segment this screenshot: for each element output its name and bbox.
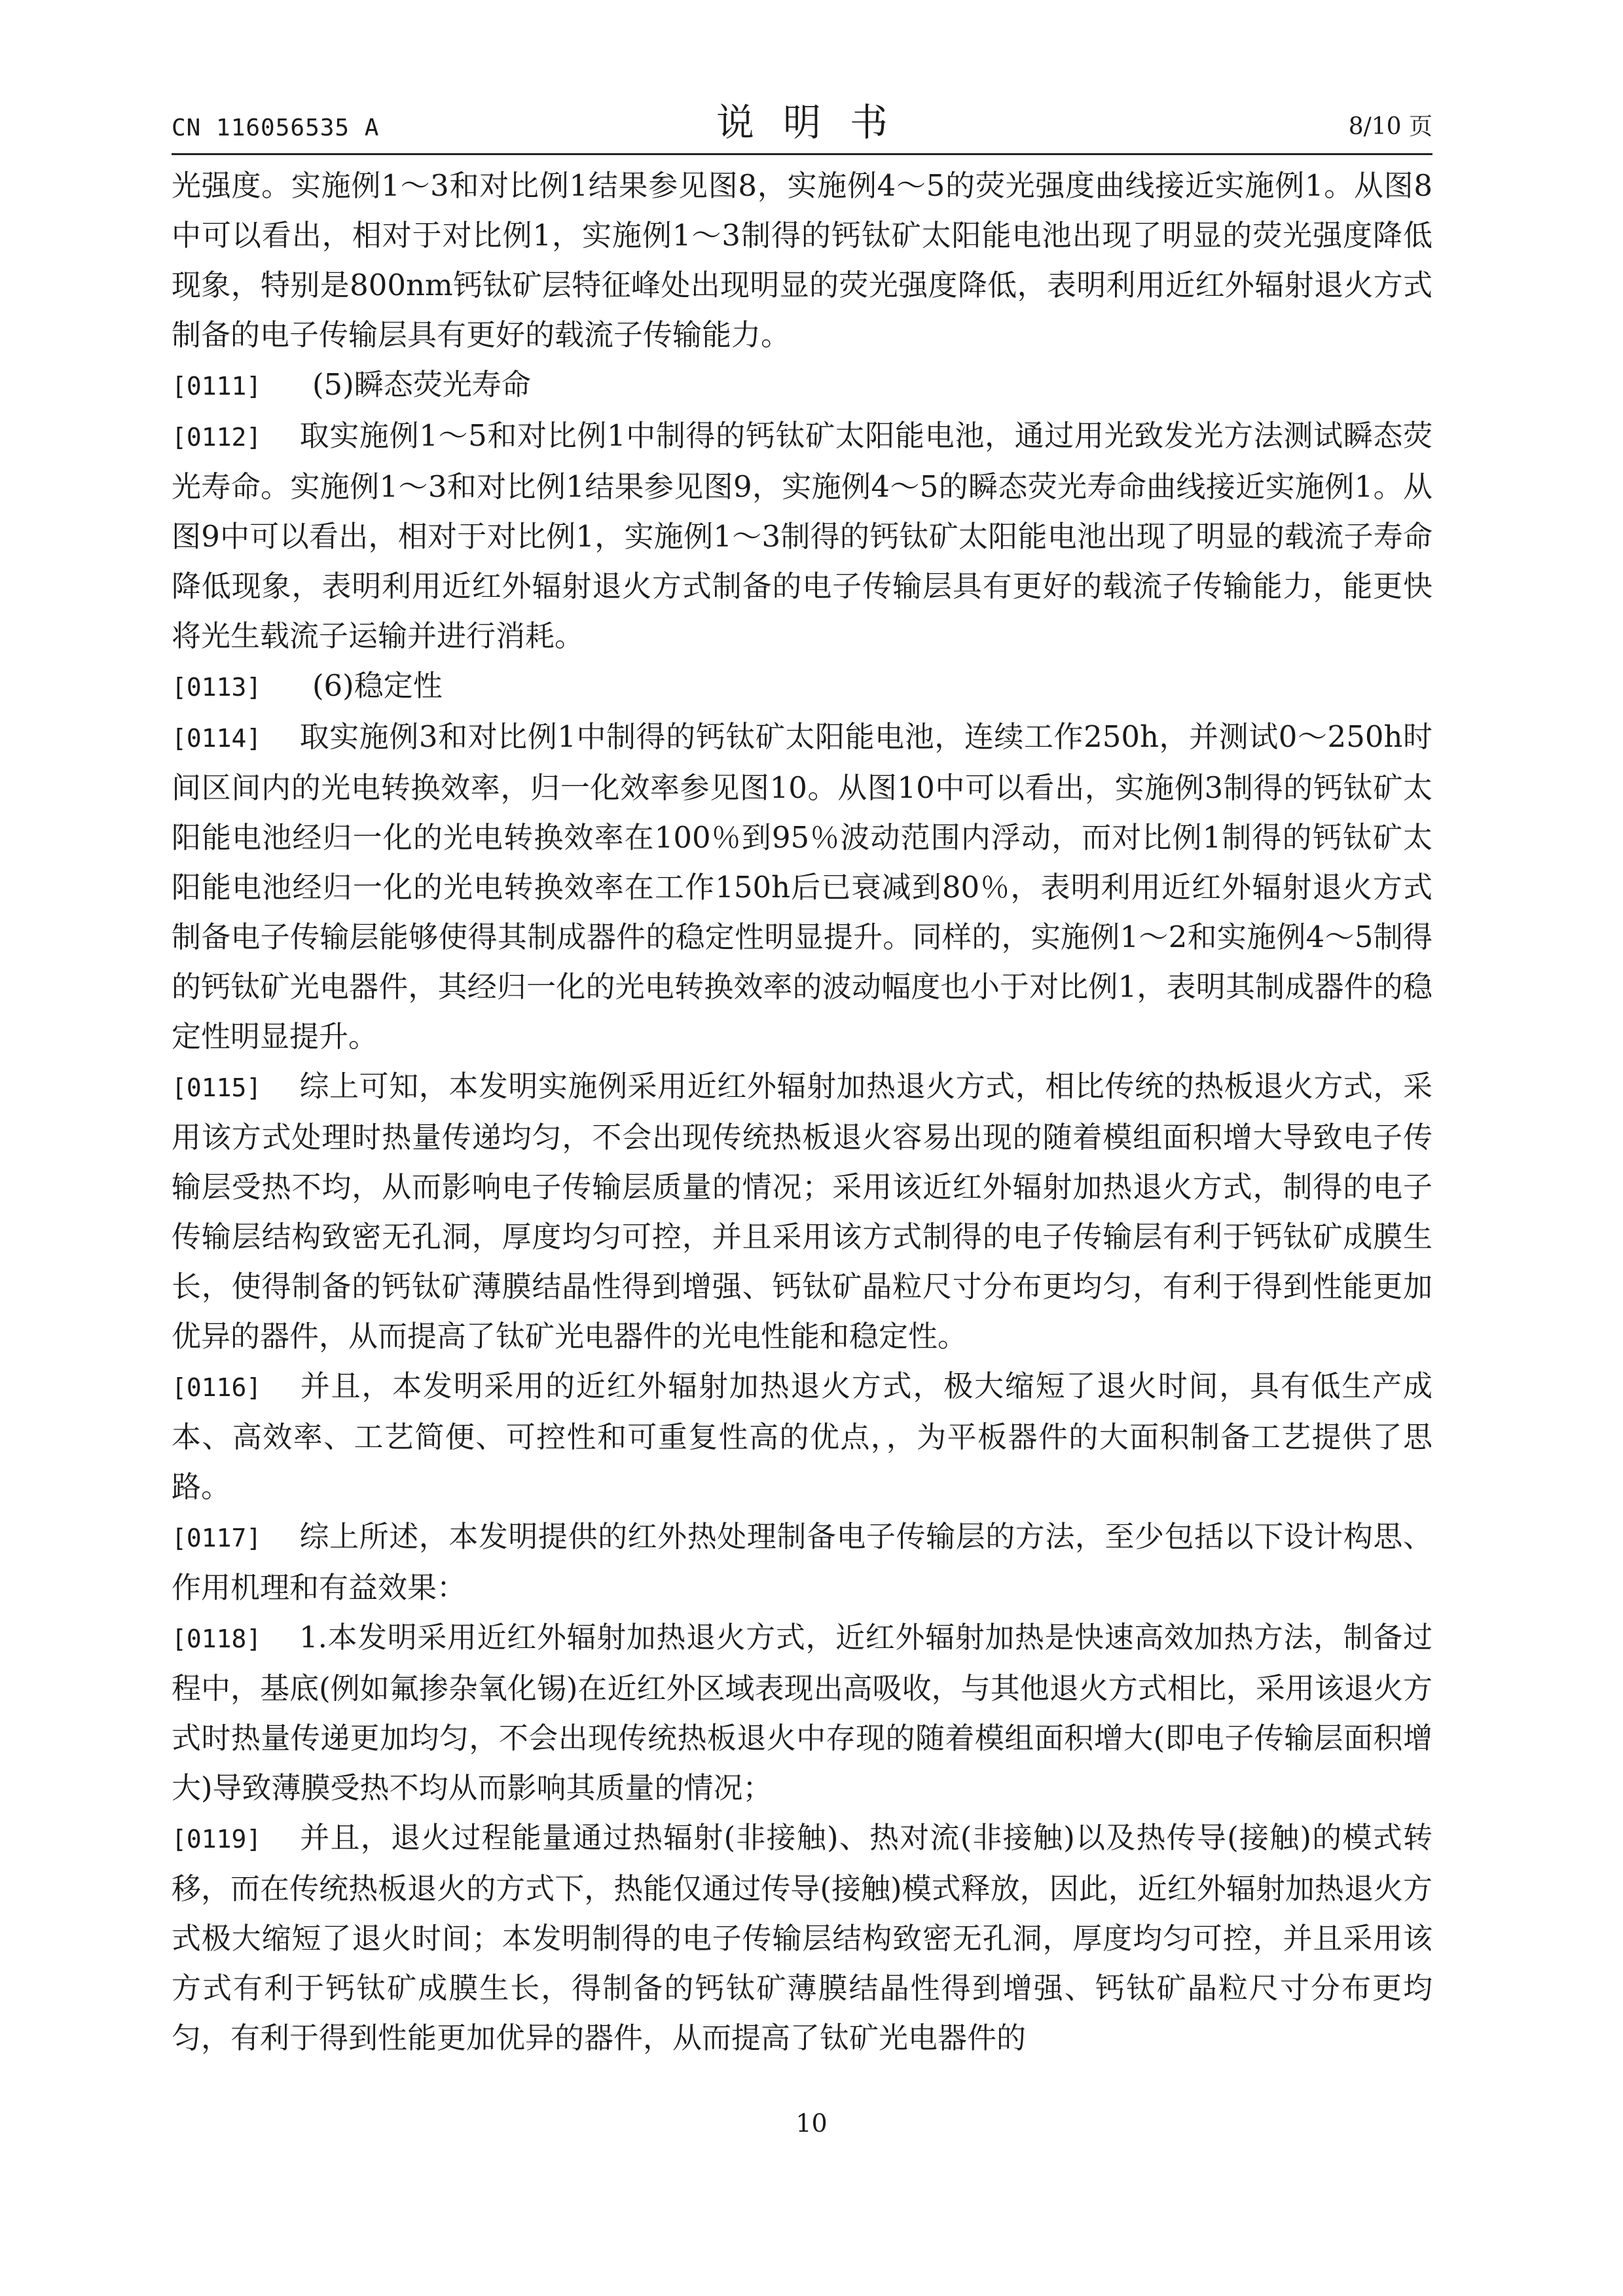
- paragraph-number: [0114]: [172, 724, 262, 753]
- paragraph-number: [0111]: [172, 372, 262, 401]
- paragraph-text: 并且，本发明采用的近红外辐射加热退火方式，极大缩短了退火时间，具有低生产成本、高效率、工艺简便、可控性和可重复性高的优点，，为平板器件的大面积制备工艺提供了思路。: [172, 1369, 1432, 1504]
- paragraph-0119: [172, 1813, 1432, 2063]
- paragraph-text: 并且，退火过程能量通过热辐射(非接触)、热对流(非接触)以及热传导(接触)的模式转移，而在传统热板退火的方式下，热能仅通过传导(接触)模式释放，因此，近红外辐射加热退火方式极大缩短了退火时间；本发明制得的电子传输层结构致密无孔洞，厚度均匀可控，并且采用该方式有利于钙钛矿成膜生长，得制备的钙钛矿薄膜结晶性得到增强、钙钛矿晶粒尺寸分布更均匀，有利于得到性能更加优异的器件，从而提高了钛矿光电器件的: [172, 1820, 1432, 2055]
- document-title: 说明书: [716, 100, 917, 145]
- page-number: 10: [795, 2109, 828, 2138]
- paragraph-0116: [172, 1361, 1432, 1512]
- paragraph-text: 取实施例3和对比例1中制得的钙钛矿太阳能电池，连续工作250h，并测试0～250h时间区间内的光电转换效率，归一化效率参见图10。从图10中可以看出，实施例3制得的钙钛矿太阳能电池经归一化的光电转换效率在100％到95％波动范围内浮动，而对比例1制得的钙钛矿太阳能电池经归一化的光电转换效率在工作150h后已衰减到80％，表明利用近红外辐射退火方式制备电子传输层能够使得其制成器件的稳定性明显提升。同样的，实施例1～2和实施例4～5制得的钙钛矿光电器件，其经归一化的光电转换效率的波动幅度也小于对比例1，表明其制成器件的稳定性明显提升。: [172, 719, 1432, 1054]
- publication-number: CN 116056535 A: [172, 115, 380, 141]
- header-rule: [172, 153, 1432, 155]
- paragraph-number: [0118]: [172, 1624, 262, 1653]
- paragraph-number: [0113]: [172, 673, 262, 702]
- paragraph-0112: [172, 411, 1432, 661]
- paragraph-text: 综上所述，本发明提供的红外热处理制备电子传输层的方法，至少包括以下设计构思、作用机理和有益效果：: [172, 1519, 1432, 1605]
- paragraph-0113: [172, 661, 1432, 712]
- paragraph-0118: [172, 1613, 1432, 1813]
- page-footer: [0, 2109, 1623, 2138]
- page-info: 8/10 页: [1348, 113, 1432, 140]
- paragraph-text: 取实施例1～5和对比例1中制得的钙钛矿太阳能电池，通过用光致发光方法测试瞬态荧光寿命。实施例1～3和对比例1结果参见图9，实施例4～5的瞬态荧光寿命曲线接近实施例1。从图9中可以看出，相对于对比例1，实施例1～3制得的钙钛矿太阳能电池出现了明显的载流子寿命降低现象，表明利用近红外辐射退火方式制备的电子传输层具有更好的载流子传输能力，能更快将光生载流子运输并进行消耗。: [172, 418, 1432, 653]
- paragraph-0114: [172, 712, 1432, 1062]
- paragraph-text: 1.本发明采用近红外辐射加热退火方式，近红外辐射加热是快速高效加热方法，制备过程中，基底(例如氟掺杂氧化锡)在近红外区域表现出高吸收，与其他退火方式相比，采用该退火方式时热量传递更加均匀，不会出现传统热板退火中存现的随着模组面积增大(即电子传输层面积增大)导致薄膜受热不均从而影响其质量的情况；: [172, 1620, 1432, 1805]
- paragraph-number: [0117]: [172, 1524, 262, 1552]
- paragraph-text: (6)稳定性: [312, 668, 443, 703]
- page-header: [172, 98, 1432, 151]
- paragraph-0117: [172, 1512, 1432, 1613]
- paragraph-continued: [172, 161, 1432, 360]
- paragraph-number: [0116]: [172, 1373, 262, 1402]
- paragraph-number: [0115]: [172, 1073, 262, 1102]
- paragraph-number: [0119]: [172, 1825, 262, 1854]
- paragraph-number: [0112]: [172, 423, 262, 452]
- paragraph-text: 光强度。实施例1～3和对比例1结果参见图8，实施例4～5的荧光强度曲线接近实施例1。从图8中可以看出，相对于对比例1，实施例1～3制得的钙钛矿太阳能电池出现了明显的荧光强度降低现象，特别是800nm钙钛矿层特征峰处出现明显的荧光强度降低，表明利用近红外辐射退火方式制备的电子传输层具有更好的载流子传输能力。: [172, 168, 1432, 352]
- document-body: [172, 161, 1432, 2063]
- paragraph-text: (5)瞬态荧光寿命: [312, 367, 531, 402]
- paragraph-0111: [172, 360, 1432, 411]
- paragraph-text: 综上可知，本发明实施例采用近红外辐射加热退火方式，相比传统的热板退火方式，采用该方式处理时热量传递均匀，不会出现传统热板退火容易出现的随着模组面积增大导致电子传输层受热不均，从而影响电子传输层质量的情况；采用该近红外辐射加热退火方式，制得的电子传输层结构致密无孔洞，厚度均匀可控，并且采用该方式制得的电子传输层有利于钙钛矿成膜生长，使得制备的钙钛矿薄膜结晶性得到增强、钙钛矿晶粒尺寸分布更均匀，有利于得到性能更加优异的器件，从而提高了钛矿光电器件的光电性能和稳定性。: [172, 1069, 1432, 1354]
- paragraph-0115: [172, 1062, 1432, 1361]
